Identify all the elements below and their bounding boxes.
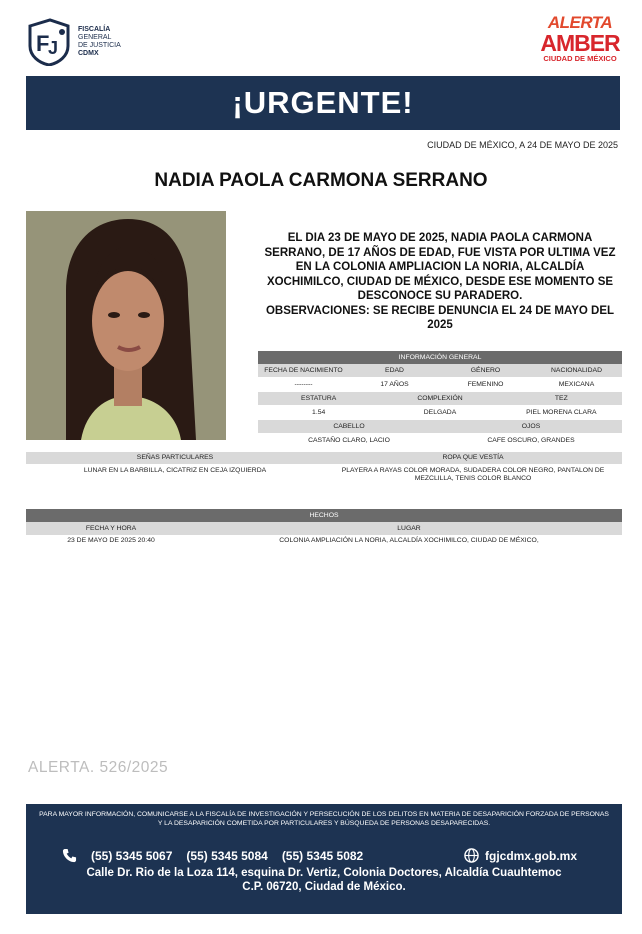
label-eyes: OJOS — [521, 423, 541, 430]
label-gender: GÉNERO — [470, 367, 501, 374]
svg-text:F: F — [36, 31, 50, 56]
label-distinguishing-marks: SEÑAS PARTICULARES — [136, 454, 214, 461]
contact-info-text: PARA MAYOR INFORMACIÓN, COMUNICARSE A LA FISCALÍA DE INVESTIGACIÓN Y PERSECUCIÓN DE LOS DELITOS EN MATERIA DE DESAPARICIÓN FORZADA DE PERSONAS Y LA DESAPARICIÓN COMETIDA POR PARTICULARES Y BÚSQUEDA DE PERSONAS DESAPARECIDAS. — [39, 811, 609, 827]
label-age: EDAD — [385, 367, 404, 374]
general-info-table — [258, 351, 622, 448]
phone-number[interactable]: (55) 5345 5082 — [281, 848, 364, 863]
address-line: C.P. 06720, Ciudad de México. — [242, 881, 406, 893]
label-birthdate: FECHA DE NACIMIENTO — [264, 367, 343, 374]
label-nationality: NACIONALIDAD — [551, 367, 602, 374]
observations: OBSERVACIONES: SE RECIBE DENUNCIA EL 24 DE MAYO DEL 2025 — [265, 304, 615, 331]
facts-table — [26, 509, 622, 547]
value-nationality: MEXICANA — [558, 381, 595, 388]
table-row — [258, 392, 622, 405]
person-name: NADIA PAOLA CARMONA SERRANO — [154, 170, 488, 191]
phone-number[interactable]: (55) 5345 5084 — [186, 848, 268, 863]
svg-text:J: J — [48, 38, 59, 58]
table-row — [26, 535, 622, 547]
table-row — [26, 522, 622, 535]
value-gender: FEMENINO — [467, 381, 504, 388]
dateline: CIUDAD DE MÉXICO, A 24 DE MAYO DE 2025 — [427, 140, 618, 150]
label-build: COMPLEXIÓN — [417, 395, 463, 402]
table-row — [258, 433, 622, 448]
value-age: 17 AÑOS — [380, 381, 409, 388]
address — [26, 866, 622, 894]
phone-icon — [62, 848, 77, 863]
table-row — [258, 420, 622, 433]
page-header — [0, 0, 642, 78]
value-place: COLONIA AMPLIACIÓN LA NORIA, ALCALDÍA XOCHIMILCO, CIUDAD DE MÉXICO, — [279, 537, 539, 544]
table-row — [258, 405, 622, 420]
label-height: ESTATURA — [301, 395, 337, 402]
alert-number: ALERTA. 526/2025 — [28, 759, 169, 776]
missing-person-photo — [26, 211, 226, 440]
value-distinguishing-marks: LUNAR EN LA BARBILLA, CICATRIZ EN CEJA IZQUIERDA — [83, 467, 267, 474]
table-row — [258, 377, 622, 392]
phone-list — [62, 848, 363, 863]
amber-logo-line: CIUDAD DE MÉXICO — [543, 54, 617, 63]
agency-name — [78, 26, 121, 58]
label-clothing: ROPA QUE VESTÍA — [442, 454, 504, 461]
contact-footer — [26, 804, 622, 914]
amber-logo-line: ALERTA — [547, 13, 613, 32]
value-datetime: 23 DE MAYO DE 2025 20:40 — [67, 537, 155, 544]
label-place: LUGAR — [397, 525, 421, 532]
description-paragraph: EL DIA 23 DE MAYO DE 2025, NADIA PAOLA CARMONA SERRANO, DE 17 AÑOS DE EDAD, FUE VISTA POR ULTIMA VEZ EN LA COLONIA AMPLIACION LA NORIA, ALCALDÍA XOCHIMILCO, CIUDAD DE MÉXICO, DESDE ESE MOMENTO SE DESCONOCE SU PARADERO. — [264, 232, 616, 302]
urgent-banner — [26, 76, 620, 130]
agency-line: GENERAL — [78, 34, 112, 41]
case-description — [258, 231, 622, 333]
agency-line: FISCALÍA — [78, 26, 111, 33]
amber-logo-line: AMBER — [540, 30, 620, 56]
table-row — [26, 464, 622, 483]
address-line: Calle Dr. Rio de la Loza 114, esquina Dr. Vertiz, Colonia Doctores, Alcaldía Cuauhtemoc — [86, 867, 562, 879]
general-info-title: INFORMACIÓN GENERAL — [258, 351, 622, 364]
value-clothing: PLAYERA A RAYAS COLOR MORADA, SUDADERA COLOR NEGRO, PANTALON DE MEZCLILLA, TENIS COLOR BLANCO — [341, 467, 605, 482]
value-birthdate: -------- — [294, 381, 313, 388]
table-row — [258, 364, 622, 377]
banner-title: ¡URGENTE! — [232, 85, 414, 120]
label-datetime: FECHA Y HORA — [85, 525, 137, 532]
table-row — [26, 452, 622, 464]
facts-title: HECHOS — [26, 509, 622, 522]
phone-number[interactable]: (55) 5345 5067 — [91, 848, 173, 863]
website-link[interactable] — [464, 848, 577, 863]
website-url[interactable]: fgjcdmx.gob.mx — [485, 848, 578, 863]
value-hair: CASTAÑO CLARO, LACIO — [308, 437, 390, 444]
label-hair: CABELLO — [333, 423, 365, 430]
fgj-logo-icon — [26, 18, 72, 66]
value-height: 1.54 — [312, 409, 326, 416]
agency-line: DE JUSTICIA — [78, 42, 121, 49]
alerta-amber-logo — [534, 14, 626, 72]
portrait-illustration — [26, 211, 226, 440]
value-build: DELGADA — [423, 409, 457, 416]
value-complexion: PIEL MORENA CLARA — [526, 409, 597, 416]
agency-line: CDMX — [78, 50, 99, 57]
particulars-table — [26, 452, 622, 483]
label-complexion: TEZ — [554, 395, 568, 402]
globe-icon — [464, 848, 479, 863]
value-eyes: CAFE OSCURO, GRANDES — [487, 437, 575, 444]
